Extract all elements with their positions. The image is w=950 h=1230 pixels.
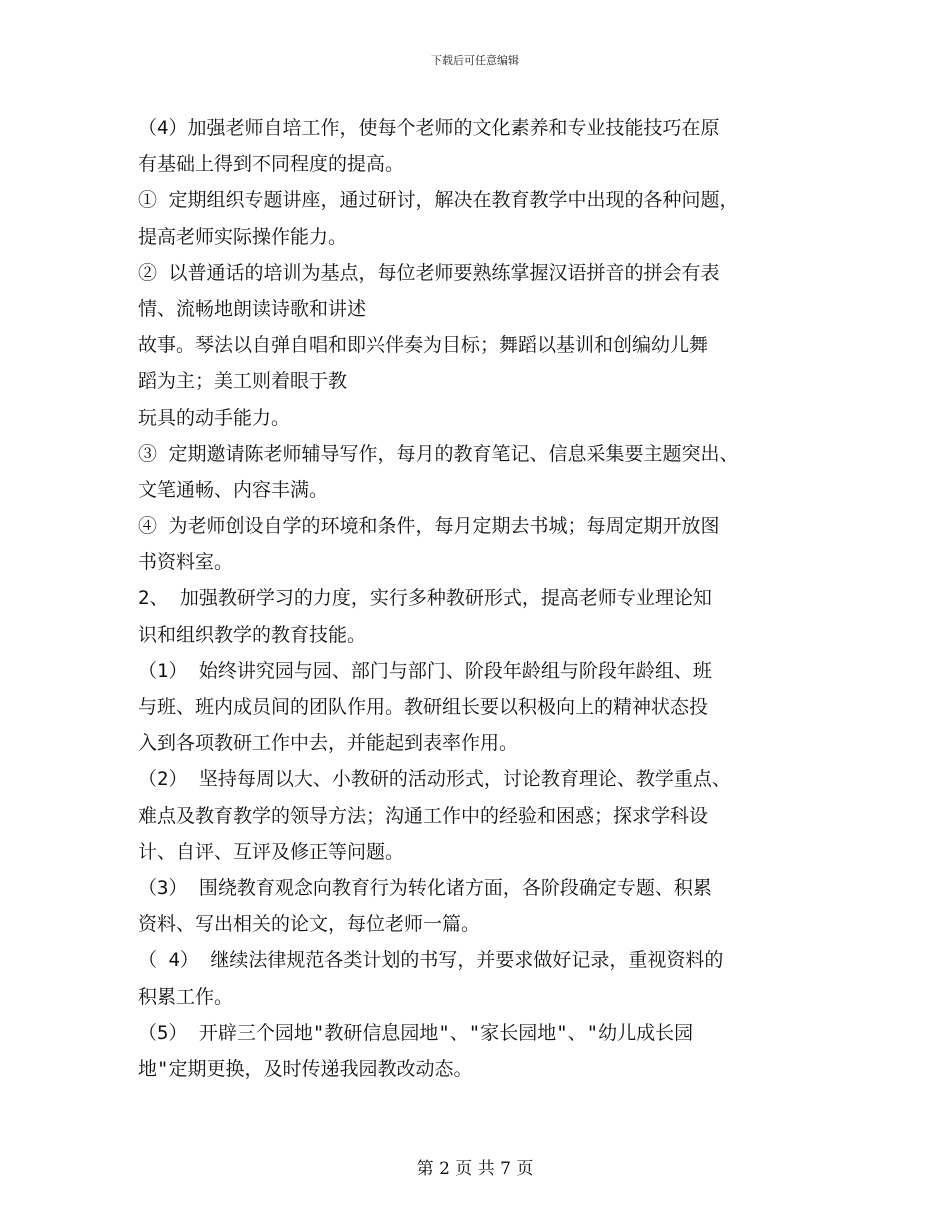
page-header: 下载后可任意编辑 [431, 54, 519, 67]
text-line: （1） 始终讲究园与园、部门与部门、阶段年龄组与阶段年龄组、班 [138, 659, 712, 682]
text-line: ② 以普通话的培训为基点，每位老师要熟练掌握汉语拼音的拼会有表 [138, 261, 720, 284]
text-line: ③ 定期邀请陈老师辅导写作，每月的教育笔记、信息采集要主题突出、 [138, 442, 739, 465]
text-line: ① 定期组织专题讲座，通过研讨，解决在教育教学中出现的各种问题， [138, 189, 739, 212]
text-line: 入到各项教研工作中去，并能起到表率作用。 [138, 732, 519, 755]
text-line: 玩具的动手能力。 [138, 406, 291, 429]
text-line: 积累工作。 [138, 985, 234, 1008]
text-line: ④ 为老师创设自学的环境和条件，每月定期去书城；每周定期开放图 [138, 515, 720, 538]
text-line: 识和组织教学的教育技能。 [138, 623, 367, 646]
text-line: 地"定期更换，及时传递我园教改动态。 [138, 1057, 473, 1080]
document-body [138, 110, 818, 1087]
page-footer: 第 2 页 共 7 页 [416, 1159, 534, 1179]
text-line: 有基础上得到不同程度的提高。 [138, 153, 405, 176]
text-line: 蹈为主；美工则着眼于教 [138, 370, 348, 393]
text-line: （5） 开辟三个园地"教研信息园地"、"家长园地"、"幼儿成长园 [138, 1021, 694, 1044]
text-line: （ 4） 继续法律规范各类计划的书写，并要求做好记录，重视资料的 [138, 949, 724, 972]
text-line: 计、自评、互评及修正等问题。 [138, 840, 405, 863]
text-line: 故事。琴法以自弹自唱和即兴伴奏为目标；舞蹈以基训和创编幼儿舞 [138, 334, 709, 357]
text-line: 资料、写出相关的论文，每位老师一篇。 [138, 913, 481, 936]
text-line: （2） 坚持每周以大、小教研的活动形式，讨论教育理论、教学重点、 [138, 768, 731, 791]
text-line: 情、流畅地朗读诗歌和讲述 [138, 297, 367, 320]
text-line: 难点及教育教学的领导方法；沟通工作中的经验和困惑；探求学科设 [138, 804, 709, 827]
text-line: 与班、班内成员间的团队作用。教研组长要以积极向上的精神状态投 [138, 696, 709, 718]
text-line: 提高老师实际操作能力。 [138, 225, 348, 248]
text-line: （3） 围绕教育观念向教育行为转化诸方面，各阶段确定专题、积累 [138, 876, 712, 899]
text-line: （4）加强老师自培工作，使每个老师的文化素养和专业技能技巧在原 [138, 117, 720, 139]
text-line: 书资料室。 [138, 551, 234, 574]
text-line: 文笔通畅、内容丰满。 [138, 478, 329, 501]
text-line: 2、 加强教研学习的力度，实行多种教研形式，提高老师专业理论知 [138, 587, 712, 610]
